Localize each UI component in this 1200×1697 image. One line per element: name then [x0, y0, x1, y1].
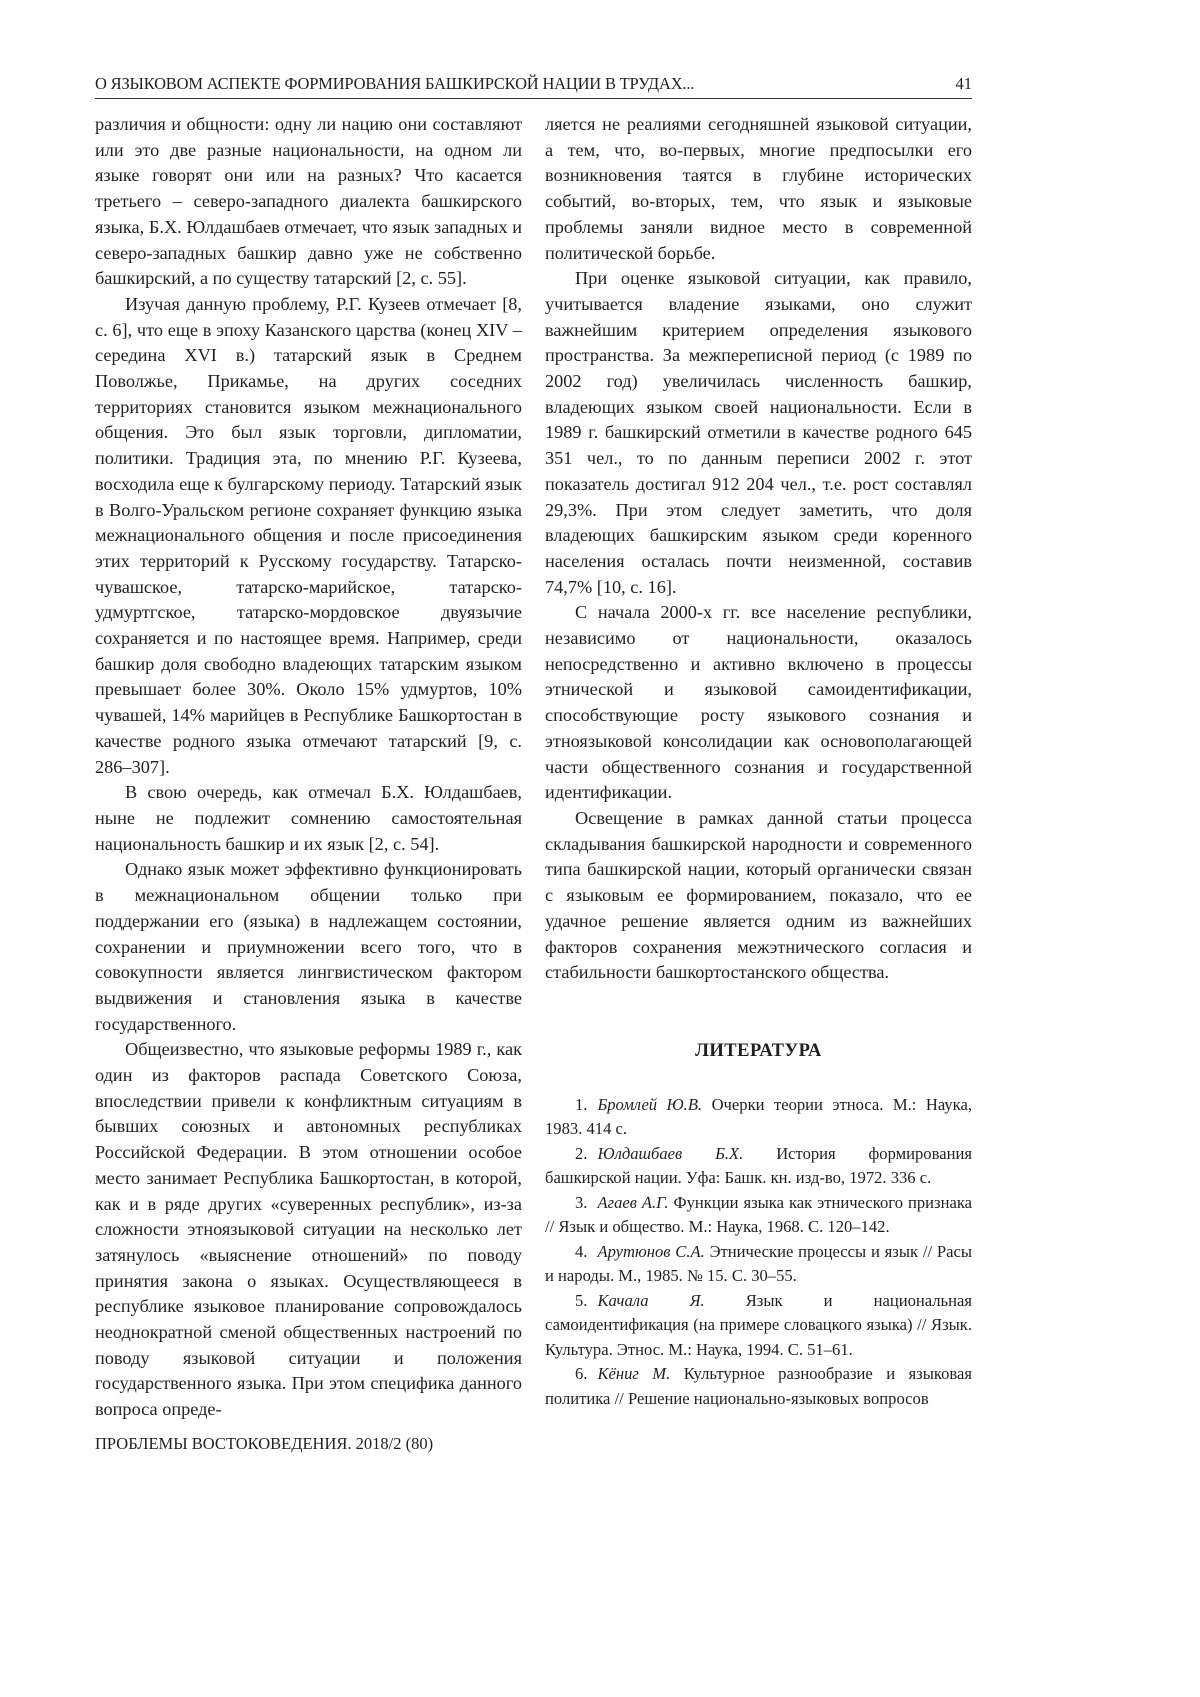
- paragraph: С начала 2000-х гг. все население республики, независимо от национальности, оказалось непосредственно и активно включено в процессы этнической и языковой самоидентификации, способствующие росту языкового сознания и этноязыковой консолидации как основополагающей части общественного сознания и государственной идентификации.: [545, 602, 972, 803]
- reference-text: Язык и национальная самоидентификация (на примере словацкого языка) // Язык. Культура. Этнос. М.: Наука, 1994. С. 51–61.: [545, 1290, 972, 1359]
- reference-text: История формирования башкирской нации. Уфа: Башк. кн. изд-во, 1972. 336 с.: [545, 1143, 972, 1188]
- reference-item: [545, 1191, 972, 1240]
- reference-item: [545, 1362, 972, 1411]
- reference-number: 2.: [575, 1143, 588, 1163]
- reference-item: [545, 1142, 972, 1191]
- reference-text: Культурное разнообразие и языковая политика // Решение национально-языковых вопросов: [545, 1364, 972, 1408]
- reference-item: [545, 1093, 972, 1142]
- reference-number: 3.: [575, 1192, 588, 1212]
- paragraph: ляется не реалиями сегодняшней языковой ситуации, а тем, что, во-первых, многие предпосылки его возникновения таятся в глубине исторических событий, во-вторых, тем, что язык и языковые проблемы заняли видное место в современной политической борьбе.: [545, 114, 972, 263]
- paragraph: различия и общности: одну ли нацию они составляют или это две разные национальности, на одном ли языке говорят они или на разных? Что касается третьего – северо-западного диалекта башкирского языка, Б.Х. Юлдашбаев отмечает, что язык западных и северо-западных башкир давно уже не собственно башкирский, а по существу татарский [2, с. 55].: [95, 114, 522, 289]
- reference-text: Очерки теории этноса. М.: Наука, 1983. 414 с.: [545, 1094, 972, 1139]
- paragraph: Однако язык может эффективно функционировать в межнациональном общении только при поддержании его (языка) в надлежащем состоянии, сохранении и приумножении всего того, что в совокупности является лингвистическом фактором выдвижения и становления языка в качестве государственного.: [95, 859, 522, 1034]
- reference-text: Функции языка как этнического признака // Язык и общество. М.: Наука, 1968. С. 120–142.: [545, 1192, 973, 1237]
- reference-number: 6.: [575, 1364, 588, 1384]
- reference-author: Качала Я.: [597, 1290, 705, 1310]
- journal-footer: ПРОБЛЕМЫ ВОСТОКОВЕДЕНИЯ. 2018/2 (80): [95, 1434, 434, 1453]
- paragraph: Освещение в рамках данной статьи процесса складывания башкирской народности и современного типа башкирской нации, который органически связан с языковым ее формированием, показало, что ее удачное решение является одним из важнейших факторов сохранения межэтнического согласия и стабильности башкортостанского общества.: [545, 807, 972, 983]
- reference-text: Этнические процессы и язык // Расы и народы. М., 1985. № 15. С. 30–55.: [545, 1241, 972, 1286]
- reference-item: [545, 1240, 972, 1289]
- reference-author: Юлдашбаев Б.Х.: [597, 1143, 744, 1163]
- left-column: [95, 112, 522, 1423]
- reference-number: 1.: [575, 1094, 588, 1114]
- reference-item: [545, 1289, 972, 1363]
- reference-author: Бромлей Ю.В.: [597, 1094, 703, 1114]
- paragraph: В свою очередь, как отмечал Б.Х. Юлдашбаев, ныне не подлежит сомнению самостоятельная национальность башкир и их язык [2, с. 54].: [95, 782, 522, 854]
- references-heading: ЛИТЕРАТУРА: [695, 1040, 822, 1061]
- reference-author: Агаев А.Г.: [597, 1192, 669, 1212]
- reference-author: Арутюнов С.А.: [597, 1241, 705, 1261]
- running-title: О ЯЗЫКОВОМ АСПЕКТЕ ФОРМИРОВАНИЯ БАШКИРСКОЙ НАЦИИ В ТРУДАХ...: [95, 74, 695, 93]
- right-column: [545, 112, 972, 1411]
- reference-number: 5.: [575, 1290, 588, 1310]
- page-number: 41: [955, 74, 972, 93]
- running-header: [95, 72, 972, 99]
- paragraph: При оценке языковой ситуации, как правило, учитывается владение языками, оно служит важнейшим критерием определения языкового пространства. За межпереписной период (с 1989 по 2002 год) увеличилась численность башкир, владеющих языком своей национальности. Если в 1989 г. башкирский отметили в качестве родного 645 351 чел., то по данным переписи 2002 г. этот показатель достигал 912 204 чел., т.е. рост составлял 29,3%. При этом следует заметить, что доля владеющих башкирским языком среди коренного населения осталась почти неизменной, составив 74,7% [10, с. 16].: [545, 268, 972, 597]
- paragraph: Общеизвестно, что языковые реформы 1989 г., как один из факторов распада Советского Союза, впоследствии привели к конфликтным ситуациям в бывших союзных и автономных республиках Российской Федерации. В этом отношении особое место занимает Республика Башкортостан, в которой, как и в ряде других «суверенных республик», из-за сложности этноязыковой ситуации на несколько лет затянулось «выяснение отношений» по поводу принятия закона о языках. Осуществляющееся в республике языковое планирование сопровождалось неоднократной сменой общественных настроений по поводу языковой ситуации и положения государственного языка. При этом специфика данного вопроса опреде-: [95, 1039, 522, 1420]
- reference-author: Кёниг М.: [597, 1364, 671, 1384]
- paragraph: Изучая данную проблему, Р.Г. Кузеев отмечает [8, с. 6], что еще в эпоху Казанского царства (конец XIV – середина XVI в.) татарский язык в Среднем Поволжье, Прикамье, на других соседних территориях становится языком межнационального общения. Это был язык торговли, дипломатии, политики. Традиция эта, по мнению Р.Г. Кузеева, восходила еще к булгарскому периоду. Татарский язык в Волго-Уральском регионе сохраняет функцию языка межнационального общения и после присоединения этих территорий к Русскому государству. Татарско-чувашское, татарско-марийское, татарско-удмуртгское, татарско-мордовское двуязычие сохраняется и по настоящее время. Например, среди башкир доля свободно владеющих татарским языком превышает более 30%. Около 15% удмуртов, 10% чувашей, 14% марийцев в Республике Башкортостан в качестве родного языка отмечают татарский [9, с. 286–307].: [95, 293, 522, 777]
- references-list: [545, 1093, 972, 1412]
- reference-number: 4.: [575, 1241, 588, 1261]
